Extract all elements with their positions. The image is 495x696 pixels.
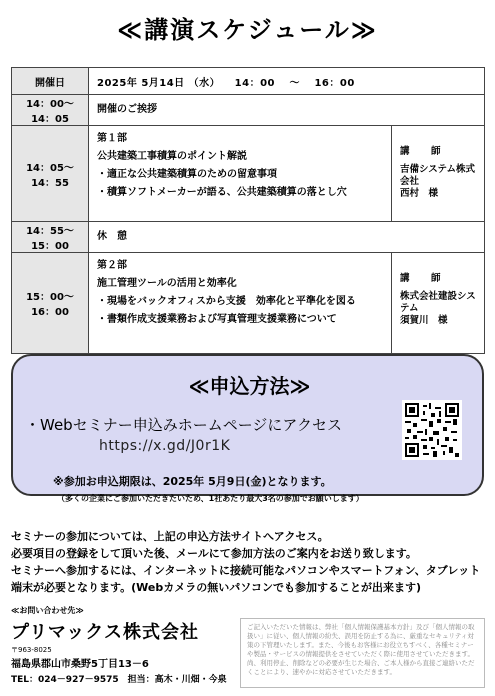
lecturer-label: 講 師 (400, 146, 447, 157)
time-cell: 14：00～ 14：05 (12, 95, 89, 126)
session-content: 休 憩 (97, 231, 127, 242)
session-content: 開催のご挨拶 (97, 104, 157, 115)
page-title: ≪講演スケジュール≫ (117, 16, 378, 44)
application-note: （多くの企業にご参加いただきたいため、1社あたり最大3名の参加でお願いします） (57, 494, 364, 503)
company-phone: TEL：024－927－9575 担当：高木・川畑・今泉 (11, 675, 227, 685)
schedule-table (11, 67, 485, 354)
postal-code: 〒963-8025 (11, 646, 52, 654)
application-url-link[interactable]: https://x.gd/J0r1K (99, 438, 231, 454)
info-line: セミナーへ参加するには、インターネットに接続可能なパソコンやスマートフォン、タブレット (11, 564, 481, 577)
time-cell: 14：05～ 14：55 (12, 126, 89, 222)
table-row (12, 222, 485, 253)
table-row (12, 253, 485, 354)
info-line: セミナーの参加については、上記の申込方法サイトへアクセス。 (11, 530, 329, 543)
application-title: ≪申込方法≫ (188, 374, 311, 398)
lecturer-label: 講 師 (400, 273, 447, 284)
session-part: 第２部 (97, 260, 127, 271)
company-name: プリマックス株式会社 (11, 622, 200, 643)
participation-info (11, 528, 491, 596)
qr-code-icon[interactable] (402, 400, 462, 460)
info-line: 端末が必要となります。(Webカメラの無いパソコンでも参加することが出来ます) (11, 581, 422, 594)
table-row (12, 95, 485, 126)
time-cell: 14：55～ 15：00 (12, 222, 89, 253)
session-content: 公共建築工事積算のポイント解説 ・適正な公共建築積算のための留意事項 ・積算ソフトメーカーが語る、公共建築積算の落とし穴 (97, 151, 347, 198)
schedule-date-row (12, 68, 485, 95)
company-address: 福島県郡山市桑野5丁目13－6 (11, 659, 149, 670)
lecturer-name: 吉備システム株式会社 西村 様 (400, 164, 476, 199)
contact-label: ≪お問い合わせ先≫ (11, 606, 84, 615)
privacy-notice: ご記入いただいた情報は、弊社「個人情報保護基本方針」及び「個人情報の取扱い」に従い、個人情報の紛失、誤用を防止する為に、厳重なセキュリティ対策の下管理いたします。また、今後もお客様にお役立ちすべく、各種セミナーや製品・サービスの情報提供をさせていただく際に使用させていただきます。尚、利用停止、削除などの必要が生じた場合、ご本人様から直接ご連絡いただくことにより、速やかに対応させていただきます。 (240, 618, 485, 688)
table-row (12, 126, 485, 222)
application-deadline: ※参加お申込期限は、2025年 5月9日(金)となります。 (53, 475, 332, 488)
info-line: 必要項目の登録をして頂いた後、メールにて参加方法のご案内をお送り致します。 (11, 547, 417, 560)
lecturer-name: 株式会社建設システム 須賀川 様 (400, 291, 476, 326)
session-part: 第１部 (97, 133, 127, 144)
application-box (11, 354, 484, 503)
application-instruction: ・Webセミナー申込みホームページにアクセス (25, 416, 342, 434)
date-label: 開催日 (12, 68, 89, 95)
date-value: 2025年 5月14日 （水） 14：00 ～ 16：00 (89, 68, 485, 95)
session-content: 施工管理ツールの活用と効率化 ・現場をバックオフィスから支援 効率化と平準化を図る ・書類作成支援業務および写真管理支援業務について (97, 278, 356, 325)
time-cell: 15：00～ 16：00 (12, 253, 89, 354)
